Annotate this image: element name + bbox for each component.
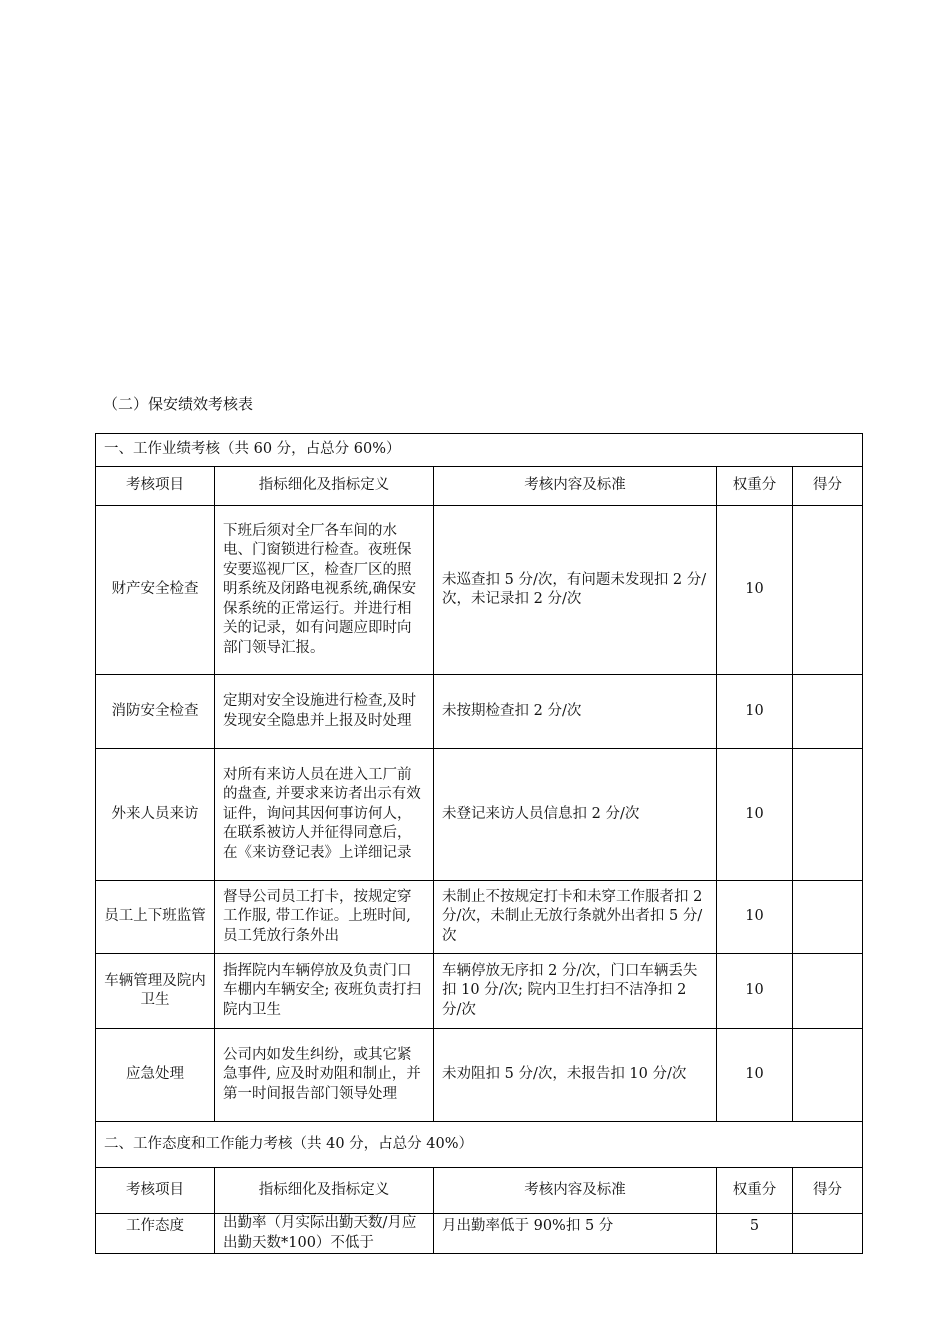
document-title: （二）保安绩效考核表 [103, 395, 254, 413]
row-weight: 10 [717, 881, 793, 954]
row-definition: 出勤率（月实际出勤天数/月应出勤天数*100）不低于 [215, 1214, 434, 1254]
row-definition: 公司内如发生纠纷，或其它紧急事件, 应及时劝阻和制止，并第一时间报告部门领导处理 [215, 1029, 434, 1122]
row-item: 员工上下班监管 [96, 881, 215, 954]
row-standard: 车辆停放无序扣 2 分/次，门口车辆丢失扣 10 分/次; 院内卫生打扫不洁净扣 2 分/次 [434, 954, 717, 1029]
header-score: 得分 [793, 1168, 863, 1214]
row-item: 应急处理 [96, 1029, 215, 1122]
table-header-row [96, 467, 863, 506]
table-row [96, 749, 863, 881]
row-weight: 5 [717, 1214, 793, 1254]
row-score [793, 881, 863, 954]
header-item: 考核项目 [96, 467, 215, 506]
row-standard: 未登记来访人员信息扣 2 分/次 [434, 749, 717, 881]
row-item: 财产安全检查 [96, 506, 215, 675]
row-definition: 下班后须对全厂各车间的水电、门窗锁进行检查。夜班保安要巡视厂区，检查厂区的照明系统及闭路电视系统,确保安保系统的正常运行。并进行相关的记录，如有问题应即时向部门领导汇报。 [215, 506, 434, 675]
row-definition: 定期对安全设施进行检查,及时发现安全隐患并上报及时处理 [215, 675, 434, 749]
row-item: 外来人员来访 [96, 749, 215, 881]
table-row [96, 675, 863, 749]
table-row [96, 506, 863, 675]
row-weight: 10 [717, 506, 793, 675]
header-standard: 考核内容及标准 [434, 467, 717, 506]
row-item: 工作态度 [96, 1214, 215, 1254]
row-weight: 10 [717, 1029, 793, 1122]
row-weight: 10 [717, 675, 793, 749]
header-item: 考核项目 [96, 1168, 215, 1214]
row-weight: 10 [717, 749, 793, 881]
header-weight: 权重分 [717, 467, 793, 506]
table-row [96, 1214, 863, 1254]
section-title: 二、工作态度和工作能力考核（共 40 分，占总分 40%） [96, 1122, 863, 1168]
row-definition: 对所有来访人员在进入工厂前的盘查, 并要求来访者出示有效证件，询问其因何事访何人，在联系被访人并征得同意后，在《来访登记表》上详细记录 [215, 749, 434, 881]
table-row [96, 1029, 863, 1122]
row-definition: 指挥院内车辆停放及负责门口车棚内车辆安全; 夜班负责打扫院内卫生 [215, 954, 434, 1029]
row-score [793, 954, 863, 1029]
table-row [96, 954, 863, 1029]
row-weight: 10 [717, 954, 793, 1029]
row-score [793, 749, 863, 881]
table-row [96, 881, 863, 954]
row-standard: 未劝阻扣 5 分/次，未报告扣 10 分/次 [434, 1029, 717, 1122]
row-standard: 未巡查扣 5 分/次，有问题未发现扣 2 分/次，未记录扣 2 分/次 [434, 506, 717, 675]
row-standard: 未按期检查扣 2 分/次 [434, 675, 717, 749]
header-weight: 权重分 [717, 1168, 793, 1214]
section-title: 一、工作业绩考核（共 60 分，占总分 60%） [96, 434, 863, 467]
header-definition: 指标细化及指标定义 [215, 1168, 434, 1214]
row-score [793, 1214, 863, 1254]
row-definition: 督导公司员工打卡，按规定穿工作服, 带工作证。上班时间, 员工凭放行条外出 [215, 881, 434, 954]
row-standard: 月出勤率低于 90%扣 5 分 [434, 1214, 717, 1254]
header-standard: 考核内容及标准 [434, 1168, 717, 1214]
security-performance-table [95, 433, 863, 1254]
header-score: 得分 [793, 467, 863, 506]
row-score [793, 506, 863, 675]
row-score [793, 1029, 863, 1122]
section-title-row [96, 1122, 863, 1168]
row-item: 车辆管理及院内卫生 [96, 954, 215, 1029]
table-header-row [96, 1168, 863, 1214]
header-definition: 指标细化及指标定义 [215, 467, 434, 506]
row-score [793, 675, 863, 749]
row-item: 消防安全检查 [96, 675, 215, 749]
section-title-row [96, 434, 863, 467]
row-standard: 未制止不按规定打卡和未穿工作服者扣 2 分/次，未制止无放行条就外出者扣 5 分/次 [434, 881, 717, 954]
